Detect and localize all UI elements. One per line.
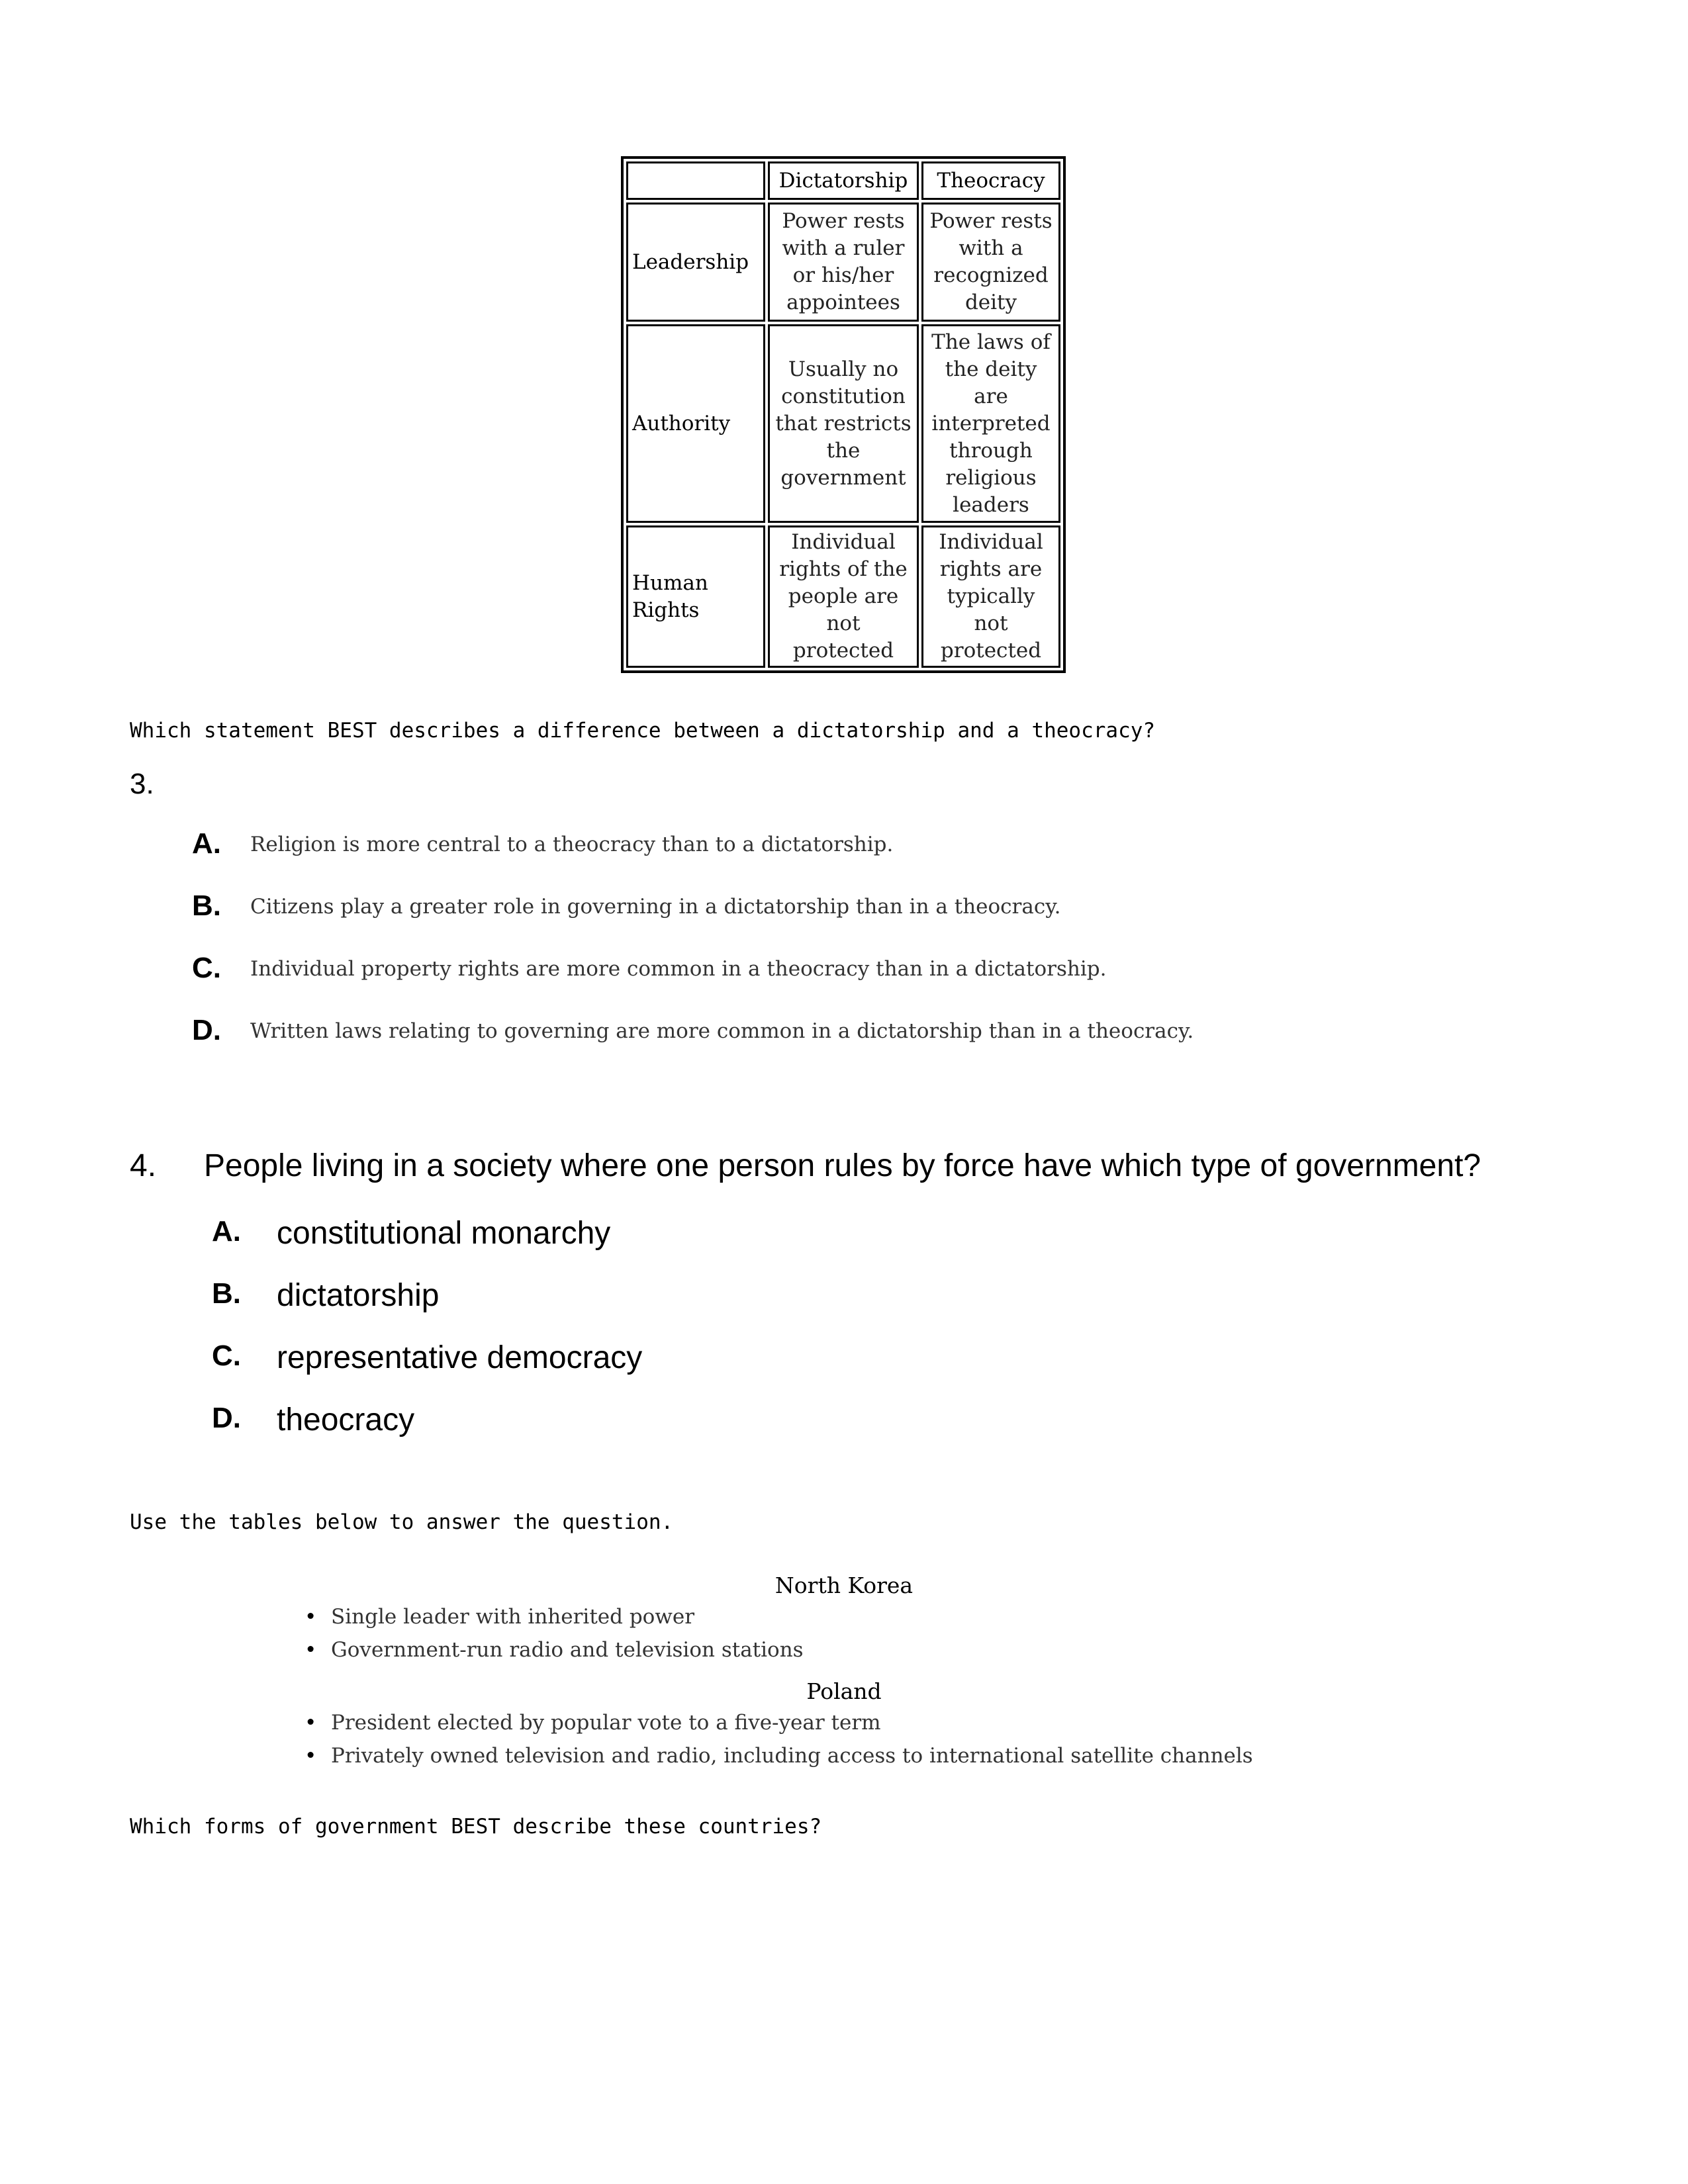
option-letter: C.: [192, 952, 221, 984]
column-header-dictatorship: Dictatorship: [768, 161, 919, 200]
row-header-leadership: Leadership: [626, 203, 765, 322]
list-item: • Government-run radio and television stations: [305, 1633, 804, 1666]
poland-bullets: [305, 1706, 1253, 1772]
list-item: • Single leader with inherited power: [305, 1600, 804, 1633]
q4-option-a[interactable]: [212, 1215, 611, 1251]
option-text: theocracy: [277, 1402, 415, 1437]
option-text: Individual property rights are more common in a theocracy than in a dictatorship.: [250, 957, 1107, 981]
column-header-theocracy: Theocracy: [921, 161, 1060, 200]
option-text: Written laws relating to governing are more common in a dictatorship than in a theocracy.: [250, 1019, 1194, 1043]
country-title-poland: Poland: [806, 1678, 882, 1704]
option-text: constitutional monarchy: [277, 1216, 611, 1251]
table-row: [626, 203, 1060, 322]
comparison-table: [621, 156, 1066, 673]
option-letter: D.: [192, 1014, 221, 1046]
option-text: dictatorship: [277, 1278, 440, 1313]
q5-instruction: Use the tables below to answer the question.: [130, 1510, 674, 1534]
option-letter: D.: [212, 1402, 241, 1434]
option-letter: A.: [192, 827, 221, 860]
table-corner-cell: [626, 161, 765, 200]
list-item: • President elected by popular vote to a five-year term: [305, 1706, 1253, 1739]
q3-prompt: Which statement BEST describes a difference between a dictatorship and a theocracy?: [130, 719, 1156, 743]
option-text: Religion is more central to a theocracy than to a dictatorship.: [250, 833, 894, 856]
option-letter: B.: [212, 1277, 241, 1310]
north-korea-bullets: [305, 1600, 804, 1666]
q4-option-d[interactable]: [212, 1402, 415, 1437]
q4-number: 4.: [130, 1148, 157, 1183]
table-cell: Usually no constitution that restricts the government: [768, 324, 919, 523]
country-title-north-korea: North Korea: [774, 1572, 914, 1598]
option-letter: B.: [192, 889, 221, 922]
table-cell: Power rests with a recognized deity: [921, 203, 1060, 322]
table-row: [626, 525, 1060, 668]
table-cell: Power rests with a ruler or his/her appointees: [768, 203, 919, 322]
table-row: [626, 324, 1060, 523]
option-letter: A.: [212, 1215, 241, 1248]
option-letter: C.: [212, 1340, 241, 1372]
q3-option-c[interactable]: [192, 952, 1107, 985]
option-text: Citizens play a greater role in governing in a dictatorship than in a theocracy.: [250, 895, 1061, 919]
table-cell: Individual rights are typically not protected: [921, 525, 1060, 668]
row-header-human-rights: Human Rights: [626, 525, 765, 668]
q3-option-a[interactable]: [192, 827, 894, 860]
q4-prompt: People living in a society where one person rules by force have which type of government?: [204, 1148, 1481, 1183]
table-cell: Individual rights of the people are not protected: [768, 525, 919, 668]
table-header-row: [626, 161, 1060, 200]
q3-number: 3.: [130, 768, 154, 800]
q4-option-b[interactable]: [212, 1277, 440, 1313]
q5-prompt: Which forms of government BEST describe these countries?: [130, 1815, 822, 1839]
option-text: representative democracy: [277, 1340, 643, 1375]
q3-option-d[interactable]: [192, 1014, 1194, 1047]
q4-option-c[interactable]: [212, 1340, 643, 1375]
list-item: • Privately owned television and radio, including access to international satellite channels: [305, 1739, 1253, 1772]
table-cell: The laws of the deity are interpreted through religious leaders: [921, 324, 1060, 523]
q3-option-b[interactable]: [192, 889, 1061, 923]
row-header-authority: Authority: [626, 324, 765, 523]
